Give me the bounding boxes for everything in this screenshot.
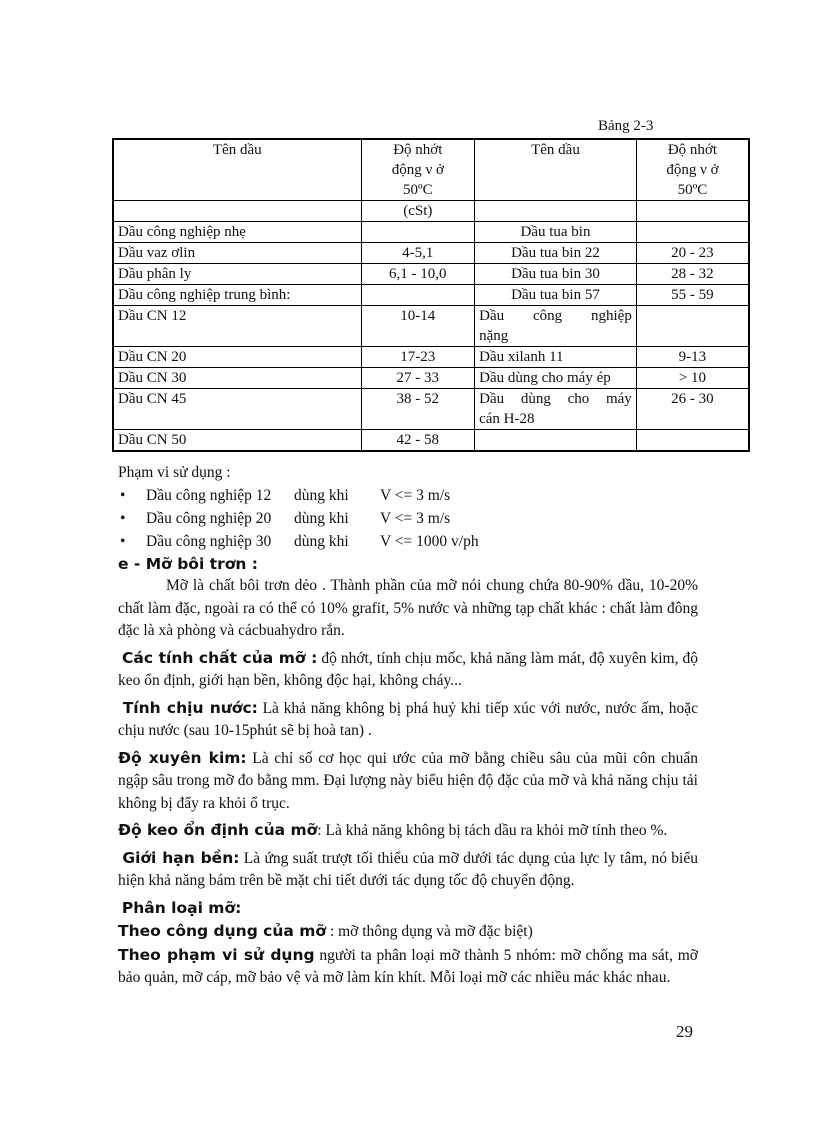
table-row: Dầu công nghiệp nhẹ Dầu tua bin bbox=[113, 222, 749, 243]
bullet-icon: • bbox=[120, 487, 126, 504]
by-range-title: Theo phạm vi sử dụng bbox=[118, 945, 315, 964]
bullet-icon: • bbox=[120, 510, 126, 527]
oil-viscosity-table bbox=[112, 138, 750, 452]
table-row: Dầu CN 30 27 - 33 Dầu dùng cho máy ép > 10 bbox=[113, 368, 749, 389]
header-viscosity: Độ nhớt động ν ở 50ºC bbox=[361, 139, 475, 201]
by-use-title: Theo công dụng của mỡ bbox=[118, 922, 327, 940]
body-text bbox=[118, 462, 698, 990]
table-row: Dầu công nghiệp trung bình: Dầu tua bin 57 55 - 59 bbox=[113, 285, 749, 306]
table-unit-row bbox=[113, 201, 749, 222]
table-row: Dầu CN 12 10-14 Dầu công nghiệp nặng bbox=[113, 306, 749, 347]
table-row: Dầu CN 45 38 - 52 Dầu dùng cho máy cán H-28 26 - 30 bbox=[113, 389, 749, 430]
table-header-row bbox=[113, 139, 749, 201]
water-resistance-paragraph: Tính chịu nước: Là khả năng không bị phá huỷ khi tiếp xúc với nước, nước ấm, hoặc chịu nước (sau 10-15phút sẽ bị hoà tan) . bbox=[118, 698, 698, 739]
grease-heading: e - Mỡ bôi trơn : bbox=[118, 555, 258, 573]
unit-label: (cSt) bbox=[361, 201, 475, 222]
list-item: • Dầu công nghiệp 30 dùng khi V <= 1000 v/ph bbox=[118, 530, 698, 553]
list-item: • Dầu công nghiệp 12 dùng khi V <= 3 m/s bbox=[118, 484, 698, 507]
table-row: Dầu phân ly 6,1 - 10,0 Dầu tua bin 30 28 - 32 bbox=[113, 264, 749, 285]
classification-heading: Phân loại mỡ: bbox=[121, 898, 242, 917]
table-row: Dầu CN 50 42 - 58 bbox=[113, 430, 749, 452]
properties-title: Các tính chất của mỡ : bbox=[122, 648, 318, 667]
table-row: Dầu vaz ơlin 4-5,1 Dầu tua bin 22 20 - 23 bbox=[113, 243, 749, 264]
colloid-stability-title: Độ keo ổn định của mỡ bbox=[118, 821, 318, 839]
header-viscosity-2: Độ nhớt động ν ở 50ºC bbox=[636, 139, 749, 201]
table-caption: Bảng 2-3 bbox=[598, 118, 654, 134]
bullet-icon: • bbox=[120, 533, 126, 550]
properties-paragraph: Các tính chất của mỡ : độ nhớt, tính chịu mốc, khả năng làm mát, độ xuyên kim, độ keo ổn định, giới hạn bền, không độc hại, không cháy... bbox=[118, 648, 699, 689]
scope-list bbox=[118, 484, 698, 553]
colloid-stability-paragraph: Độ keo ổn định của mỡ: Là khả năng không bị tách dầu ra khỏi mỡ tính theo %. bbox=[118, 821, 668, 839]
list-item: • Dầu công nghiệp 20 dùng khi V <= 3 m/s bbox=[118, 507, 698, 530]
scope-title: Phạm vi sử dụng : bbox=[118, 464, 231, 481]
strength-limit-title: Giới hạn bền: bbox=[122, 848, 240, 867]
penetration-paragraph: Độ xuyên kim: Là chỉ số cơ học qui ước của mỡ bằng chiều sâu của mũi côn chuẩn ngập sâu trong mỡ đo bằng mm. Đại lượng này biểu hiện độ đặc của mỡ và khả năng chịu tải không bị đẩy ra khỏi ổ trục. bbox=[118, 748, 698, 812]
by-range-paragraph: Theo phạm vi sử dụng người ta phân loại mỡ thành 5 nhóm: mỡ chống ma sát, mỡ bảo quản, mỡ cáp, mỡ bảo vệ và mỡ làm kín khít. Mỗi loại mỡ các nhiều mác khác nhau. bbox=[118, 945, 699, 986]
by-use-paragraph: Theo công dụng của mỡ : mỡ thông dụng và mỡ đặc biệt) bbox=[118, 922, 533, 940]
header-name: Tên dầu bbox=[113, 139, 361, 201]
page-number: 29 bbox=[676, 1022, 693, 1041]
table-row: Dầu CN 20 17-23 Dầu xilanh 11 9-13 bbox=[113, 347, 749, 368]
penetration-title: Độ xuyên kim: bbox=[118, 748, 247, 767]
strength-limit-paragraph: Giới hạn bền: Là ứng suất trượt tối thiểu của mỡ dưới tác dụng của lực ly tâm, nó biểu hiện khả năng bám trên bề mặt chi tiết dưới tác dụng tốc độ chuyển động. bbox=[118, 848, 698, 889]
grease-intro: Mỡ là chất bôi trơn dẻo . Thành phần của mỡ nói chung chứa 80-90% dầu, 10-20% chất làm đặc, ngoài ra có thể có 10% grafit, 5% nước và những tạp chất khác : chất làm đông đặc là xà phòng và cácbuahydro rắn. bbox=[118, 577, 698, 639]
header-name-2: Tên dầu bbox=[475, 139, 637, 201]
water-resistance-title: Tính chịu nước: bbox=[122, 698, 258, 717]
